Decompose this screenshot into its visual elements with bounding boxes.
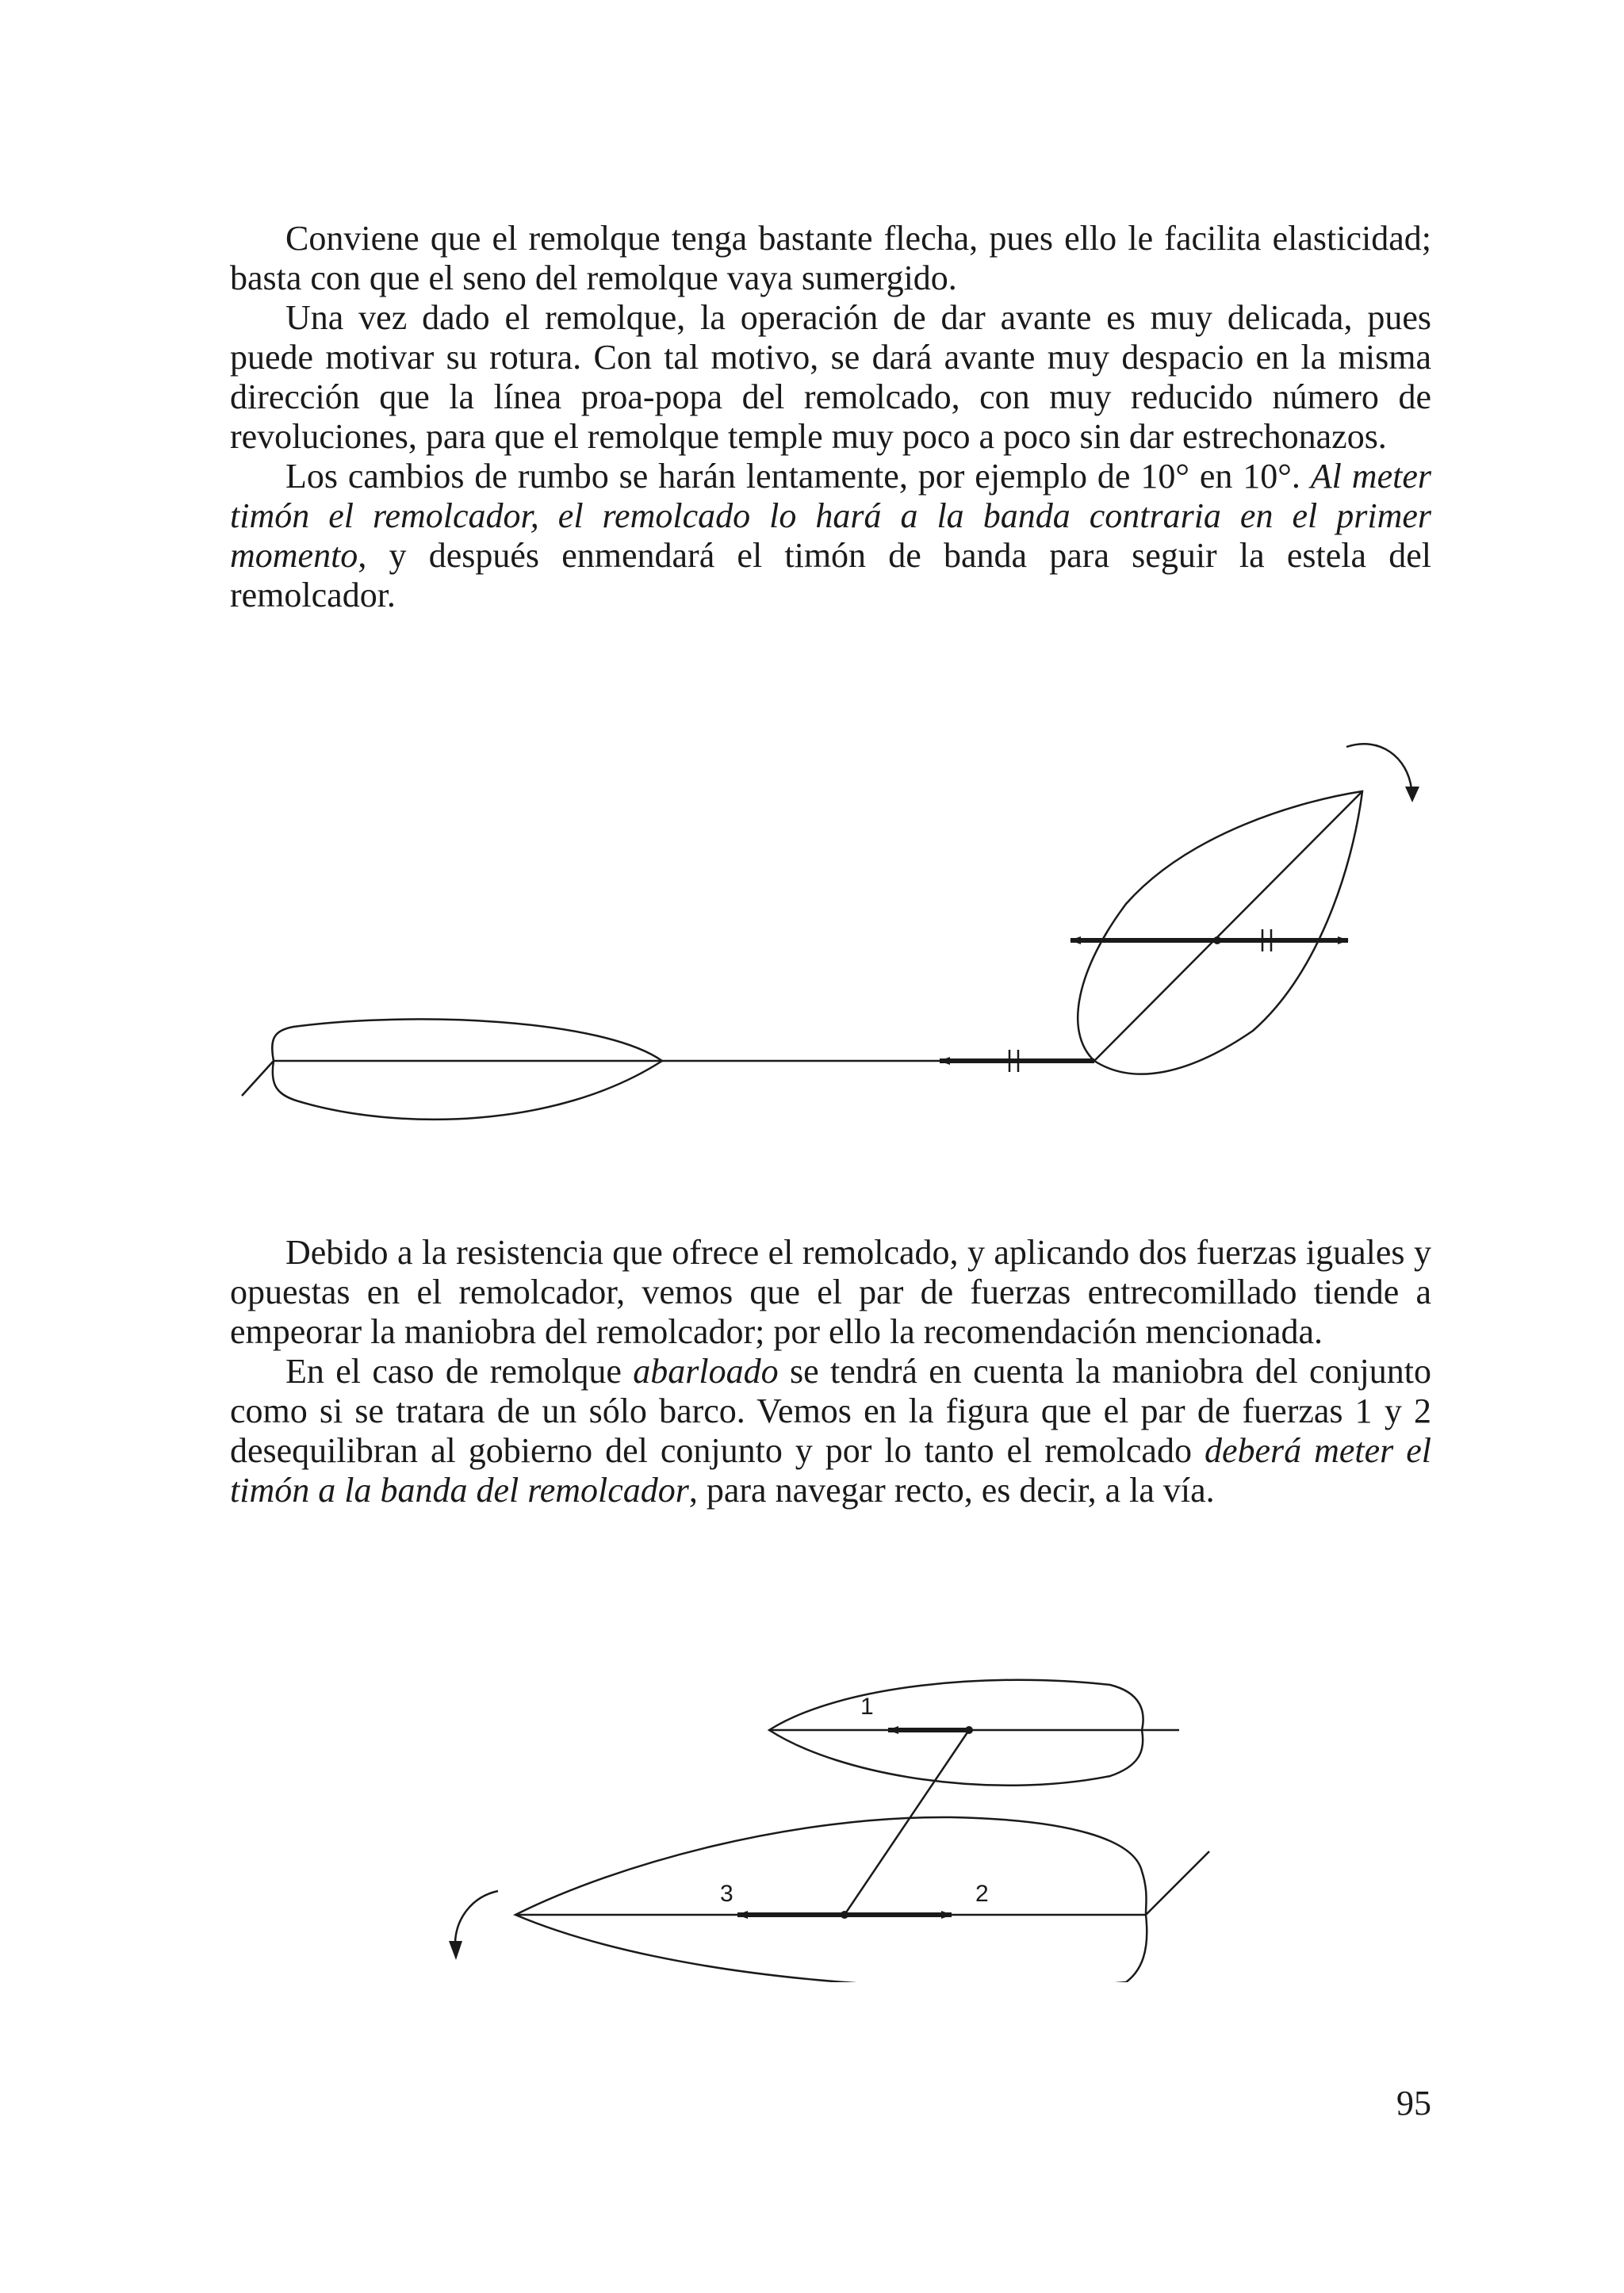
- towed-pivot-point: [841, 1911, 848, 1919]
- figure-towing-in-line: [0, 714, 1624, 1189]
- towed-vessel-stern-line: [1146, 1851, 1209, 1915]
- italic-text: abarloado: [633, 1352, 779, 1391]
- turning-arrow-head: [1405, 787, 1419, 802]
- top-paragraph-2: [230, 298, 1431, 457]
- bottom-paragraph-2: [230, 1352, 1431, 1510]
- page-number: 95: [1396, 2084, 1431, 2123]
- lever-arm-line: [845, 1730, 969, 1915]
- bottom-paragraph-1: [230, 1233, 1431, 1352]
- force-label-3: 3: [720, 1881, 733, 1907]
- text-segment: se tendrá en cuenta la maniobra del conjunto como si se tratara de un sólo barco. Vemos en la figura que el par de fuerzas 1 y 2 desequilibran al gobierno del conjunto y por lo tanto el remolcado: [230, 1352, 1431, 1470]
- figure-alongside-towing: [0, 1649, 1624, 1982]
- force-label-1: 1: [860, 1694, 874, 1720]
- top-text-block: [230, 219, 1431, 615]
- turning-arrow-curve: [1346, 744, 1411, 789]
- bottom-text-block: [230, 1233, 1431, 1510]
- towed-vessel-hull: [272, 1019, 662, 1119]
- pivot-point: [1213, 936, 1221, 944]
- text-segment: Debido a la resistencia que ofrece el remolcado, y aplicando dos fuerzas iguales y opuestas en el remolcador, vemos que el par de fuerzas entrecomillado tiende a empeorar la maniobra del remolcador; por ello la recomendación mencionada.: [230, 1233, 1431, 1351]
- text-segment: Los cambios de rumbo se harán lentamente, por ejemplo de 10° en 10°.: [285, 457, 1311, 496]
- tug-pivot-point: [965, 1726, 973, 1734]
- text-segment: Una vez dado el remolque, la operación de dar avante es muy delicada, pues puede motivar su rotura. Con tal motivo, se dará avante muy despacio en la misma dirección que la línea proa-popa del remolcado, con muy reducido número de revoluciones, para que el remolque temple muy poco a poco sin dar estrechonazos.: [230, 298, 1431, 456]
- top-paragraph-3: [230, 457, 1431, 615]
- towed-vessel-stern-line: [242, 1061, 274, 1096]
- top-paragraph-1: [230, 219, 1431, 298]
- tug-hull: [769, 1680, 1143, 1786]
- turning-arrow-head: [449, 1941, 462, 1960]
- towed-vessel-hull: [515, 1817, 1147, 1982]
- force-label-2: 2: [975, 1881, 989, 1907]
- text-segment: Conviene que el remolque tenga bastante flecha, pues ello le facilita elasticidad; basta con que el seno del remolque vaya sumergido.: [230, 219, 1431, 297]
- text-segment: En el caso de remolque: [285, 1352, 634, 1391]
- italic-text: deberá meter el timón a la banda del remolcador: [230, 1431, 1431, 1510]
- text-segment: , para navegar recto, es decir, a la vía.: [688, 1471, 1215, 1510]
- text-segment: , y después enmendará el timón de banda para seguir la estela del remolcador.: [230, 536, 1431, 614]
- turning-arrow-curve: [455, 1891, 498, 1943]
- italic-text: Al meter timón el remolcador, el remolcado lo hará a la banda contraria en el primer momento: [230, 457, 1431, 575]
